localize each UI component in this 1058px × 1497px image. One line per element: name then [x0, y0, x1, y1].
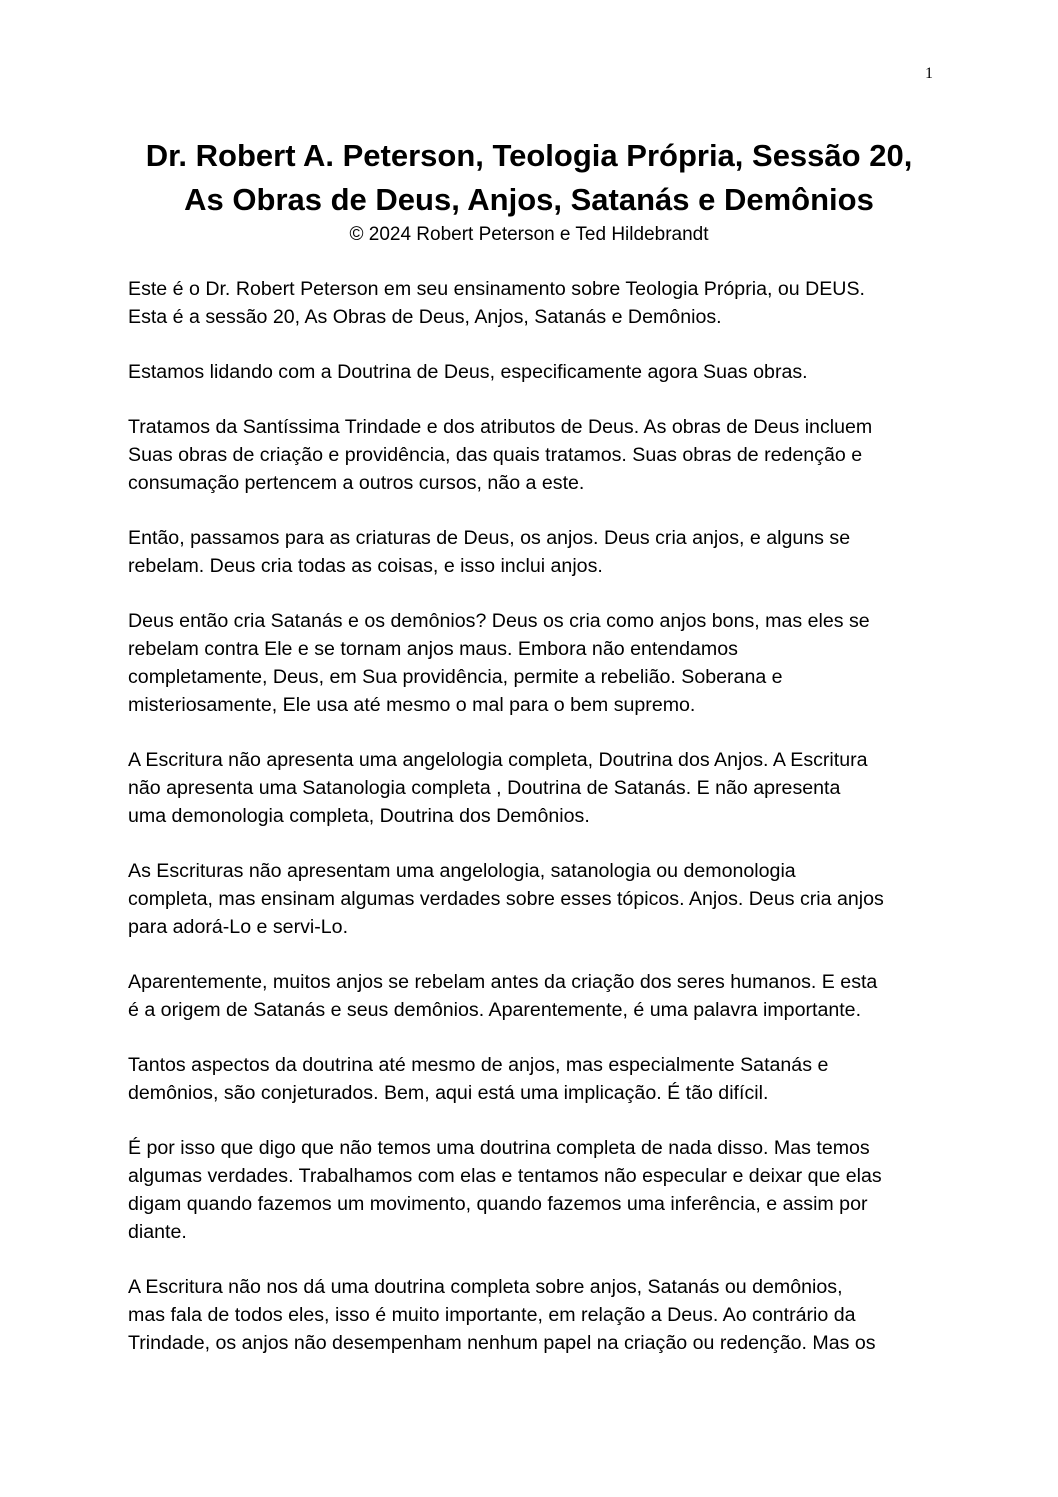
paragraph-line: Trindade, os anjos não desempenham nenhum papel na criação ou redenção. Mas os: [128, 1332, 876, 1354]
paragraph-line: completa, mas ensinam algumas verdades sobre esses tópicos. Anjos. Deus cria anjos: [128, 888, 884, 910]
paragraph: [128, 1051, 928, 1107]
paragraph-line: Aparentemente, muitos anjos se rebelam antes da criação dos seres humanos. E esta: [128, 971, 878, 993]
paragraph-line: mas fala de todos eles, isso é muito importante, em relação a Deus. Ao contrário da: [128, 1304, 856, 1326]
paragraph-line: misteriosamente, Ele usa até mesmo o mal para o bem supremo.: [128, 694, 696, 716]
paragraph: [128, 968, 928, 1024]
paragraph-line: rebelam contra Ele e se tornam anjos maus. Embora não entendamos: [128, 638, 738, 660]
paragraph-line: Esta é a sessão 20, As Obras de Deus, Anjos, Satanás e Demônios.: [128, 306, 722, 328]
title-line-2: As Obras de Deus, Anjos, Satanás e Demônios: [184, 182, 874, 217]
paragraph-line: A Escritura não nos dá uma doutrina completa sobre anjos, Satanás ou demônios,: [128, 1276, 843, 1298]
paragraph-line: A Escritura não apresenta uma angelologia completa, Doutrina dos Anjos. A Escritura: [128, 749, 868, 771]
paragraph-line: Este é o Dr. Robert Peterson em seu ensinamento sobre Teologia Própria, ou DEUS.: [128, 278, 865, 300]
copyright-notice: © 2024 Robert Peterson e Ted Hildebrandt: [349, 224, 709, 245]
paragraph: [128, 524, 928, 580]
paragraph-line: algumas verdades. Trabalhamos com elas e tentamos não especular e deixar que elas: [128, 1165, 882, 1187]
paragraph-line: As Escrituras não apresentam uma angelologia, satanologia ou demonologia: [128, 860, 796, 882]
paragraph-line: completamente, Deus, em Sua providência, permite a rebelião. Soberana e: [128, 666, 783, 688]
paragraph-line: demônios, são conjeturados. Bem, aqui está uma implicação. É tão difícil.: [128, 1082, 769, 1104]
paragraph-line: Tantos aspectos da doutrina até mesmo de anjos, mas especialmente Satanás e: [128, 1054, 829, 1076]
paragraph: [128, 413, 928, 497]
paragraph-line: Suas obras de criação e providência, das quais tratamos. Suas obras de redenção e: [128, 444, 863, 466]
body-text: [128, 275, 928, 1384]
page-number: 1: [925, 65, 933, 82]
paragraph: [128, 358, 928, 386]
title-line-1: Dr. Robert A. Peterson, Teologia Própria, Sessão 20,: [145, 138, 913, 173]
paragraph-line: consumação pertencem a outros cursos, não a este.: [128, 472, 585, 494]
paragraph-line: diante.: [128, 1221, 187, 1243]
paragraph: [128, 857, 928, 941]
paragraph-line: uma demonologia completa, Doutrina dos Demônios.: [128, 805, 590, 827]
paragraph-line: Deus então cria Satanás e os demônios? Deus os cria como anjos bons, mas eles se: [128, 610, 870, 632]
paragraph: [128, 275, 928, 331]
paragraph: [128, 1273, 928, 1357]
paragraph-line: Tratamos da Santíssima Trindade e dos atributos de Deus. As obras de Deus incluem: [128, 416, 873, 438]
paragraph-line: É por isso que digo que não temos uma doutrina completa de nada disso. Mas temos: [128, 1137, 870, 1159]
paragraph-line: Então, passamos para as criaturas de Deus, os anjos. Deus cria anjos, e alguns se: [128, 527, 851, 549]
paragraph: [128, 1134, 928, 1246]
paragraph: [128, 607, 928, 719]
paragraph-line: Estamos lidando com a Doutrina de Deus, especificamente agora Suas obras.: [128, 361, 808, 383]
paragraph-line: é a origem de Satanás e seus demônios. Aparentemente, é uma palavra importante.: [128, 999, 862, 1021]
paragraph-line: não apresenta uma Satanologia completa , Doutrina de Satanás. E não apresenta: [128, 777, 841, 799]
paragraph: [128, 746, 928, 830]
paragraph-line: rebelam. Deus cria todas as coisas, e isso inclui anjos.: [128, 555, 603, 577]
paragraph-line: para adorá-Lo e servi-Lo.: [128, 916, 349, 938]
document-title: [110, 134, 948, 222]
paragraph-line: digam quando fazemos um movimento, quando fazemos uma inferência, e assim por: [128, 1193, 868, 1215]
